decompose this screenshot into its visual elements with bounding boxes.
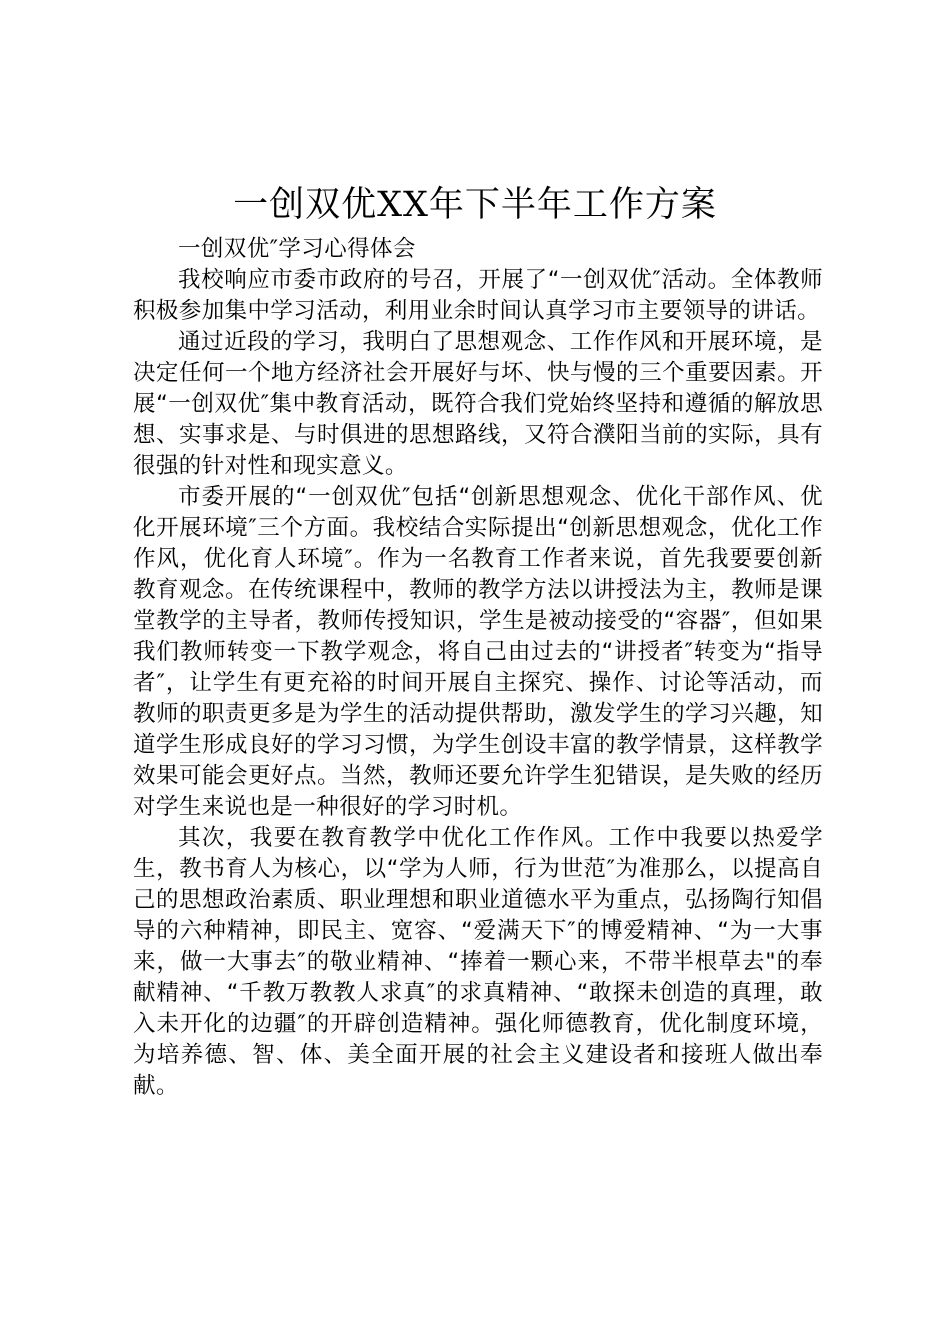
document-title: 一创双优XX年下半年工作方案: [233, 185, 717, 225]
paragraph: 通过近段的学习，我明白了思想观念、工作作风和开展环境，是决定任何一个地方经济社会开展好与坏、快与慢的三个重要因素。开展“一创双优″集中教育活动，既符合我们党始终坚持和遵循的解放思想、实事求是、与时俱进的思想路线，又符合濮阳当前的实际，具有很强的针对性和现实意义。: [133, 329, 823, 479]
paragraph: 市委开展的“一创双优″包括“创新思想观念、优化干部作风、优化开展环境″三个方面。我校结合实际提出“创新思想观念，优化工作作风，优化育人环境″。作为一名教育工作者来说，首先我要要创新教育观念。在传统课程中，教师的教学方法以讲授法为主，教师是课堂教学的主导者，教师传授知识，学生是被动接受的“容器″，但如果我们教师转变一下教学观念，将自己由过去的“讲授者″转变为“指导者″，让学生有更充裕的时间开展自主探究、操作、讨论等活动，而教师的职责更多是为学生的活动提供帮助，激发学生的学习兴趣，知道学生形成良好的学习习惯，为学生创设丰富的教学情景，这样教学效果可能会更好点。当然，教师还要允许学生犯错误，是失败的经历对学生来说也是一种很好的学习时机。: [133, 484, 823, 820]
document-body: [133, 234, 823, 1102]
paragraph: 我校响应市委市政府的号召，开展了“一创双优″活动。全体教师积极参加集中学习活动，利用业余时间认真学习市主要领导的讲话。: [133, 267, 823, 324]
paragraph: 其次，我要在教育教学中优化工作作风。工作中我要以热爱学生，教书育人为核心，以“学为人师，行为世范″为准那么，以提高自己的思想政治素质、职业理想和职业道德水平为重点，弘扬陶行知倡导的六种精神，即民主、宽容、“爱满天下″的博爱精神、“为一大事来，做一大事去″的敬业精神、“捧着一颗心来，不带半根草去"的奉献精神、“千教万教教人求真″的求真精神、“敢探未创造的真理，敢入未开化的边疆″的开辟创造精神。强化师德教育，优化制度环境，为培养德、智、体、美全面开展的社会主义建设者和接班人做出奉献。: [133, 825, 823, 1099]
paragraph-subtitle: 一创双优″学习心得体会: [178, 236, 416, 262]
